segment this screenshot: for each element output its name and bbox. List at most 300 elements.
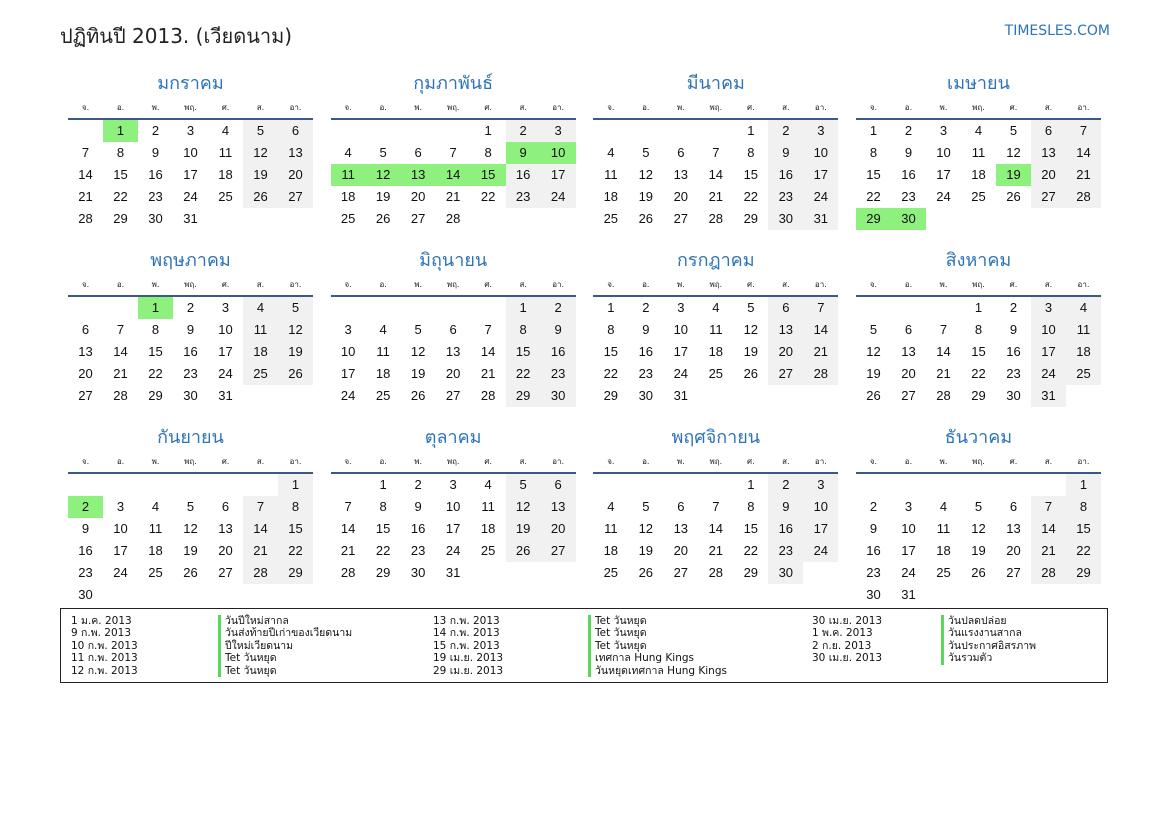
day-cell: 12 [506,496,541,518]
weekday-label: ส. [256,457,265,466]
weekday-header [856,96,1101,120]
day-cell: 14 [936,344,951,359]
empty-day-cell [926,474,961,496]
day-cell: 20 [278,164,313,186]
day-cell: 20 [78,366,93,381]
weekday-label: พ. [151,457,160,466]
day-cell: 20 [1031,164,1066,186]
day-cell: 5 [869,322,878,337]
day-cell: 16 [768,518,803,540]
legend-names-col-3 [941,615,1036,665]
day-cell: 2 [414,477,422,492]
day-cell: 22 [866,189,881,204]
weekday-label: อ. [904,280,913,289]
empty-day-cell [68,474,103,496]
weekday-label: ศ. [1009,457,1018,466]
day-cell: 28 [1031,562,1066,584]
day-cell: 24 [803,186,838,208]
weekday-label: อา. [289,457,302,466]
day-cell: 10 [936,145,951,160]
empty-day-cell [68,297,103,319]
day-cell: 30 [1006,388,1021,403]
weekday-header [331,450,576,474]
day-cell: 28 [1066,186,1101,208]
legend-holiday-name: วันปลดปล่อย [941,615,1036,627]
day-cell: 22 [113,189,128,204]
weekday-label: ศ. [221,280,230,289]
weekday-label: พ. [939,457,948,466]
legend-dates-col-3 [812,615,882,665]
day-cell: 29 [148,388,163,403]
holiday-day-cell: 9 [506,142,541,164]
empty-day-cell [331,120,366,142]
day-cell: 21 [1066,164,1101,186]
day-cell: 7 [1031,496,1066,518]
day-cell: 23 [768,186,803,208]
day-cell: 31 [218,388,233,403]
day-cell: 4 [151,499,160,514]
day-cell: 10 [183,145,198,160]
day-cell: 2 [768,474,803,496]
calendar-grid [68,70,1101,601]
weekday-label: พ. [676,103,685,112]
empty-day-cell [138,474,173,496]
day-cell: 5 [974,499,983,514]
day-cell: 5 [642,145,650,160]
day-cell: 28 [708,565,724,580]
empty-day-cell [961,474,996,496]
day-grid [856,297,1101,407]
legend-date: 11 ก.พ. 2013 [71,652,138,665]
day-cell: 12 [278,319,313,341]
day-cell: 26 [243,186,278,208]
month-row [68,70,1101,247]
day-cell: 13 [1006,521,1021,536]
day-cell: 10 [673,322,689,337]
day-cell: 1 [747,123,755,138]
weekday-label: ส. [519,457,527,466]
day-cell: 22 [743,189,759,204]
day-cell: 24 [113,565,128,580]
day-cell: 12 [638,167,654,182]
empty-day-cell [436,297,471,319]
weekday-header [593,450,838,474]
legend-date: 2 ก.ย. 2013 [812,639,872,652]
month-block [331,247,576,424]
day-cell: 8 [116,145,125,160]
day-cell: 12 [1006,145,1021,160]
day-cell: 29 [278,562,313,584]
weekday-label: จ. [607,457,615,466]
day-cell: 23 [148,189,163,204]
day-cell: 23 [638,366,654,381]
weekday-label: จ. [607,280,615,289]
weekday-label: ส. [519,280,527,289]
day-cell: 7 [449,145,457,160]
weekday-header [68,273,313,297]
day-cell: 21 [708,189,724,204]
weekday-label: พ. [414,103,423,112]
day-cell: 27 [1006,565,1021,580]
day-cell: 21 [445,189,461,204]
legend-holiday-name: ปีใหม่เวียดนาม [218,640,352,652]
day-cell: 17 [340,366,356,381]
day-cell: 8 [379,499,387,514]
day-cell: 8 [151,322,160,337]
weekday-label: ส. [782,280,790,289]
day-cell: 12 [410,344,426,359]
day-cell: 20 [673,189,689,204]
weekday-header [856,450,1101,474]
weekday-label: ศ. [484,280,492,289]
day-grid [856,120,1101,230]
day-cell: 26 [278,363,313,385]
day-cell: 12 [638,521,654,536]
weekday-label: อ. [642,457,650,466]
day-cell: 16 [1006,344,1021,359]
day-grid [331,474,576,584]
weekday-label: อา. [814,280,827,289]
empty-day-cell [996,474,1031,496]
weekday-label: ส. [1044,457,1053,466]
weekday-label: อา. [1077,457,1090,466]
day-cell: 6 [414,145,422,160]
day-grid [593,474,838,584]
day-cell: 11 [148,521,163,536]
day-cell: 18 [603,189,619,204]
day-cell: 16 [901,167,916,182]
holiday-day-cell: 15 [471,164,506,186]
weekday-label: ส. [782,103,790,112]
month-name: พฤษภาคม [150,250,231,271]
day-cell: 11 [971,145,986,160]
legend-date: 30 เม.ย. 2013 [812,652,883,665]
day-cell: 29 [743,211,759,226]
day-cell: 29 [375,565,391,580]
day-cell: 21 [480,366,496,381]
day-cell: 3 [677,300,685,315]
day-cell: 6 [1009,499,1018,514]
day-cell: 9 [904,145,913,160]
day-cell: 22 [971,366,986,381]
day-cell: 13 [901,344,916,359]
day-cell: 28 [708,211,724,226]
day-cell: 21 [708,543,724,558]
weekday-label: อ. [904,103,913,112]
month-name: ธันวาคม [944,427,1013,448]
weekday-label: ศ. [221,103,230,112]
day-cell: 26 [1006,189,1021,204]
legend-holiday-name: วันรวมตัว [941,652,1036,664]
day-cell: 7 [1066,120,1101,142]
empty-day-cell [1031,474,1066,496]
day-cell: 23 [183,366,198,381]
legend-holiday-name: วันแรงงานสากล [941,627,1036,639]
day-cell: 9 [541,319,576,341]
day-cell: 20 [410,189,426,204]
weekday-label: อา. [814,457,827,466]
day-cell: 31 [901,587,916,602]
day-cell: 7 [81,145,90,160]
day-cell: 23 [866,565,881,580]
day-cell: 30 [541,385,576,407]
day-cell: 17 [445,521,461,536]
day-cell: 5 [747,300,755,315]
empty-day-cell [471,297,506,319]
day-cell: 27 [445,388,461,403]
day-cell: 29 [971,388,986,403]
day-cell: 13 [673,167,689,182]
day-cell: 24 [183,189,198,204]
day-cell: 13 [673,521,689,536]
weekday-label: พ. [414,457,423,466]
weekday-label: พฤ. [446,103,460,112]
weekday-label: อ. [904,457,913,466]
legend-holiday-name: วันประกาศอิสรภาพ [941,640,1036,652]
day-cell: 10 [1031,319,1066,341]
day-cell: 19 [638,189,654,204]
day-cell: 29 [743,565,759,580]
day-cell: 13 [278,142,313,164]
day-cell: 2 [869,499,878,514]
day-cell: 14 [113,344,128,359]
weekday-label: อ. [642,103,650,112]
day-cell: 9 [869,521,878,536]
month-block [593,424,838,601]
day-cell: 30 [768,208,803,230]
legend-date: 13 ก.พ. 2013 [433,615,500,627]
day-cell: 9 [768,496,803,518]
day-cell: 20 [218,543,233,558]
day-cell: 4 [243,297,278,319]
day-cell: 7 [712,499,720,514]
day-cell: 18 [971,167,986,182]
day-cell: 13 [218,521,233,536]
month-block [68,247,313,424]
day-cell: 14 [803,319,838,341]
day-cell: 4 [939,499,948,514]
day-cell: 11 [604,167,618,182]
day-cell: 4 [607,499,615,514]
day-cell: 16 [866,543,881,558]
day-cell: 21 [1031,540,1066,562]
day-cell: 2 [186,300,195,315]
day-grid [331,120,576,230]
day-cell: 1 [747,477,755,492]
holiday-day-cell: 11 [331,164,366,186]
day-cell: 3 [904,499,913,514]
month-name: มิถุนายน [419,250,488,271]
legend-date: 30 เม.ย. 2013 [812,615,883,627]
day-cell: 24 [901,565,916,580]
empty-day-cell [103,474,138,496]
day-cell: 17 [541,164,576,186]
day-cell: 16 [148,167,163,182]
day-cell: 22 [743,543,759,558]
day-cell: 19 [410,366,426,381]
weekday-label: จ. [344,103,352,112]
day-cell: 18 [340,189,356,204]
empty-day-cell [593,474,628,496]
day-cell: 19 [866,366,881,381]
month-name: สิงหาคม [945,250,1012,271]
day-cell: 26 [506,540,541,562]
legend-holiday-name: Tet วันหยุด [588,615,727,627]
day-cell: 22 [1066,540,1101,562]
weekday-label: อ. [116,280,125,289]
day-cell: 2 [1009,300,1018,315]
day-cell: 30 [866,587,881,602]
day-cell: 31 [803,208,838,230]
weekday-header [68,96,313,120]
day-cell: 3 [186,123,195,138]
day-cell: 18 [603,543,619,558]
weekday-label: พ. [676,280,685,289]
holiday-day-cell: 2 [68,496,103,518]
day-cell: 22 [375,543,391,558]
weekday-label: จ. [607,103,615,112]
day-cell: 20 [445,366,461,381]
day-cell: 2 [151,123,160,138]
day-cell: 2 [904,123,913,138]
day-cell: 21 [803,341,838,363]
day-cell: 17 [1031,341,1066,363]
legend-date: 19 เม.ย. 2013 [433,652,504,665]
weekday-label: จ. [344,280,352,289]
day-cell: 6 [541,474,576,496]
day-cell: 29 [113,211,128,226]
day-cell: 27 [541,540,576,562]
weekday-header [331,273,576,297]
legend-date: 29 เม.ย. 2013 [433,664,504,677]
day-cell: 17 [901,543,916,558]
weekday-label: พฤ. [972,457,985,466]
legend-holiday-name: วันหยุดเทศกาล Hung Kings [588,665,727,677]
day-cell: 17 [803,164,838,186]
day-cell: 13 [78,344,93,359]
day-cell: 6 [278,120,313,142]
legend-holiday-name: วันปีใหม่สากล [218,615,352,627]
day-cell: 29 [506,385,541,407]
day-cell: 12 [971,521,986,536]
holiday-day-cell: 12 [366,164,401,186]
day-cell: 1 [974,300,983,315]
day-cell: 15 [506,341,541,363]
day-cell: 30 [410,565,426,580]
legend-date: 1 พ.ค. 2013 [812,627,873,640]
empty-day-cell [366,297,401,319]
day-cell: 11 [218,145,233,160]
empty-day-cell [401,297,436,319]
weekday-label: ศ. [747,457,755,466]
empty-day-cell [331,474,366,496]
day-cell: 24 [936,189,951,204]
day-cell: 19 [638,543,654,558]
day-cell: 9 [414,499,422,514]
day-cell: 23 [78,565,93,580]
day-cell: 25 [340,211,356,226]
day-cell: 9 [1009,322,1018,337]
legend-date: 14 ก.พ. 2013 [433,627,500,640]
month-name: กุมภาพันธ์ [413,73,494,94]
day-cell: 14 [1066,142,1101,164]
day-cell: 14 [480,344,496,359]
weekday-label: ส. [782,457,790,466]
day-cell: 15 [743,521,759,536]
day-cell: 17 [936,167,951,182]
day-cell: 28 [113,388,128,403]
day-grid [593,120,838,230]
day-cell: 3 [221,300,230,315]
day-cell: 9 [186,322,195,337]
empty-day-cell [698,474,733,496]
weekday-label: อา. [1077,280,1090,289]
day-cell: 10 [803,496,838,518]
day-cell: 8 [1066,496,1101,518]
day-cell: 27 [78,388,93,403]
day-cell: 28 [936,388,951,403]
day-cell: 2 [768,120,803,142]
weekday-label: ส. [1044,103,1053,112]
legend-names-col-2 [588,615,727,677]
holiday-day-cell: 13 [401,164,436,186]
day-cell: 28 [340,565,356,580]
holiday-legend [60,608,1108,683]
day-cell: 10 [803,142,838,164]
day-cell: 8 [974,322,983,337]
legend-holiday-name: เทศกาล Hung Kings [588,652,727,664]
day-cell: 20 [541,518,576,540]
weekday-label: พฤ. [972,103,985,112]
weekday-label: อ. [116,457,125,466]
day-cell: 24 [218,366,233,381]
day-cell: 7 [344,499,352,514]
day-cell: 30 [768,562,803,584]
weekday-label: ส. [519,103,527,112]
day-cell: 18 [148,543,163,558]
weekday-label: ศ. [1009,280,1018,289]
empty-day-cell [856,474,891,496]
day-cell: 16 [183,344,198,359]
day-cell: 6 [221,499,230,514]
month-block [593,70,838,247]
day-cell: 8 [484,145,492,160]
weekday-label: ศ. [484,103,492,112]
day-grid [68,120,313,230]
holiday-day-cell: 1 [103,120,138,142]
day-cell: 17 [113,543,128,558]
weekday-label: ศ. [484,457,492,466]
site-brand-link[interactable]: TIMESLES.COM [1004,23,1110,39]
day-cell: 24 [1031,363,1066,385]
legend-holiday-name: Tet วันหยุด [588,640,727,652]
holiday-day-cell: 1 [138,297,173,319]
day-cell: 1 [484,123,492,138]
weekday-label: อา. [552,280,565,289]
day-grid [856,474,1101,606]
day-cell: 25 [1066,363,1101,385]
day-cell: 6 [449,322,457,337]
day-cell: 17 [183,167,198,182]
day-cell: 10 [113,521,128,536]
day-cell: 7 [484,322,492,337]
day-cell: 6 [904,322,913,337]
weekday-label: พฤ. [709,103,723,112]
day-cell: 2 [642,300,650,315]
weekday-label: พฤ. [184,457,197,466]
day-cell: 13 [768,319,803,341]
month-block [856,70,1101,247]
